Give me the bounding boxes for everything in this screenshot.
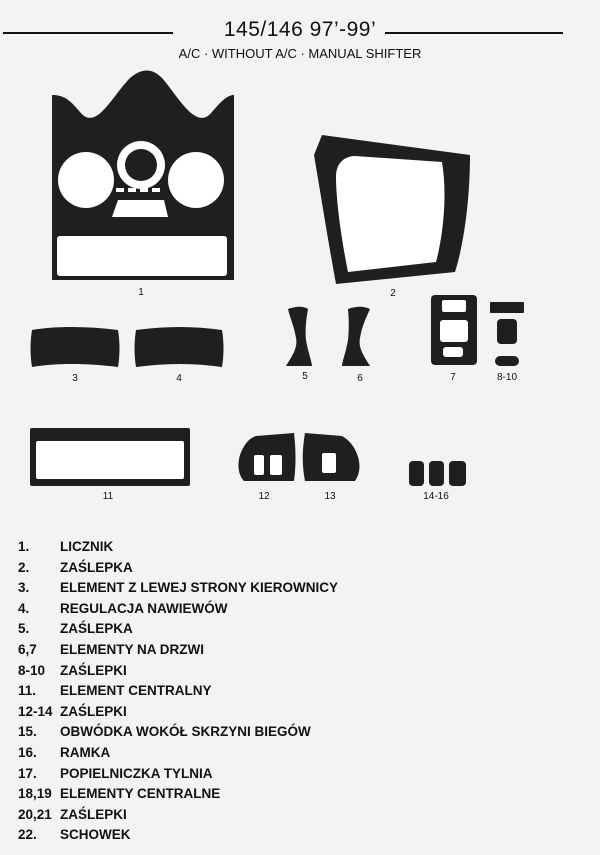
part-7-door-element — [431, 295, 477, 365]
legend-item — [18, 619, 338, 640]
legend-text: ELEMENTY NA DRZWI — [60, 641, 204, 657]
legend-item — [18, 537, 338, 558]
legend-item — [18, 599, 338, 620]
legend-text: ZAŚLEPKI — [60, 662, 127, 678]
legend-number: 20,21 — [18, 806, 52, 822]
legend-text: ZAŚLEPKI — [60, 703, 127, 719]
legend-text: ELEMENT Z LEWEJ STRONY KIEROWNICY — [60, 580, 339, 596]
part-label-13: 13 — [324, 491, 336, 502]
part-1-instrument-cluster — [52, 71, 234, 281]
legend-item — [18, 722, 338, 743]
part-label-5: 5 — [302, 371, 308, 382]
part-label-3: 3 — [72, 373, 78, 384]
part-8-10-blanks — [490, 302, 524, 366]
legend-item — [18, 640, 338, 661]
legend-number: 1. — [18, 539, 30, 554]
legend-number: 11. — [18, 683, 37, 699]
legend-number: 18,19 — [18, 786, 52, 802]
legend-item — [18, 784, 338, 805]
legend-number: 22. — [18, 827, 37, 843]
legend-text: LICZNIK — [60, 539, 114, 554]
diagram-title: 145/146 97’-99’ — [223, 18, 377, 41]
gauge-left-cutout — [58, 152, 114, 208]
part-label-2: 2 — [390, 288, 396, 299]
legend-item — [18, 743, 338, 764]
part-14-16-blanks — [409, 461, 466, 486]
diagram-subtitle: A/C · WITHOUT A/C · MANUAL SHIFTER — [178, 46, 422, 61]
legend-item — [18, 805, 338, 826]
part-13-blank — [303, 433, 360, 481]
legend-number: 2. — [18, 559, 30, 575]
part-label-8-10: 8-10 — [496, 372, 518, 383]
legend-item — [18, 825, 338, 846]
legend-item — [18, 681, 338, 702]
legend-text: ZAŚLEPKI — [60, 806, 127, 822]
legend-item — [18, 702, 338, 723]
part-label-14-16: 14-16 — [423, 491, 449, 502]
legend-number: 12-14 — [18, 703, 53, 719]
part-label-7: 7 — [450, 372, 456, 383]
part-2-shifter-surround — [314, 135, 470, 284]
part-label-4: 4 — [176, 373, 182, 384]
part-label-11: 11 — [102, 491, 114, 502]
legend-item — [18, 578, 338, 599]
legend-text: RAMKA — [60, 744, 111, 760]
legend-text: ELEMENTY CENTRALNE — [60, 786, 221, 802]
part-11-center-element — [30, 428, 190, 486]
legend-text: REGULACJA NAWIEWÓW — [60, 600, 228, 616]
part-5-blank — [286, 307, 312, 366]
legend-number: 8-10 — [18, 662, 46, 678]
legend-number: 16. — [18, 744, 37, 760]
part-label-6: 6 — [357, 373, 363, 384]
legend-item — [18, 558, 338, 579]
legend-number: 5. — [18, 621, 30, 637]
legend-text: SCHOWEK — [60, 827, 131, 843]
part-label-1: 1 — [138, 287, 144, 298]
legend-number: 3. — [18, 580, 30, 596]
legend-number: 17. — [18, 765, 37, 781]
legend-number: 4. — [18, 600, 30, 616]
part-label-12: 12 — [258, 491, 270, 502]
legend-number: 6,7 — [18, 641, 37, 657]
part-12-blank — [238, 433, 295, 481]
legend-item — [18, 661, 338, 682]
part-6-door-element — [342, 307, 370, 366]
lower-window-cutout — [57, 236, 227, 276]
legend-text: ZAŚLEPKA — [60, 621, 133, 637]
gauge-right-cutout — [168, 152, 224, 208]
part-4-vent-control — [135, 327, 224, 367]
legend-item — [18, 764, 338, 785]
part-3-left-panel — [31, 327, 120, 367]
legend-text: POPIELNICZKA TYLNIA — [60, 765, 213, 781]
legend-text: ELEMENT CENTRALNY — [60, 683, 212, 699]
legend-number: 15. — [18, 724, 37, 740]
legend-text: OBWÓDKA WOKÓŁ SKRZYNI BIEGÓW — [60, 724, 311, 740]
legend-text: ZAŚLEPKA — [60, 559, 133, 575]
parts-legend — [18, 537, 338, 846]
